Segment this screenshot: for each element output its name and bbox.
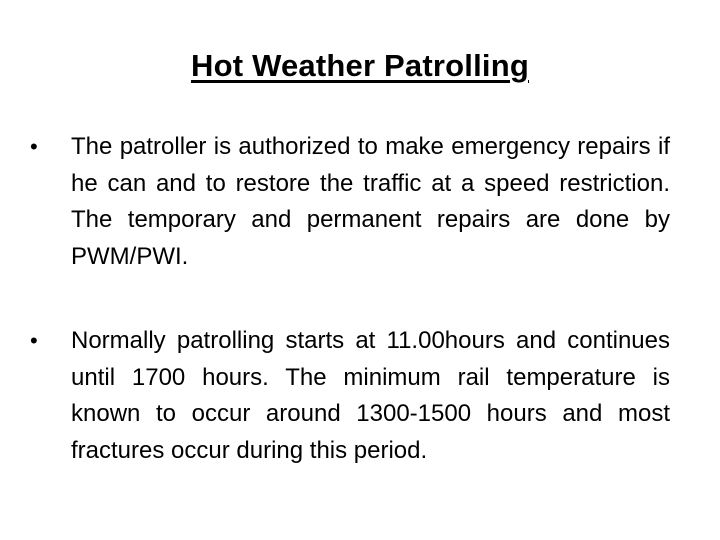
bullet-item	[30, 129, 670, 275]
bullet-marker: •	[30, 134, 38, 159]
bullet-item	[30, 323, 670, 469]
slide-title: Hot Weather Patrolling	[191, 48, 529, 83]
bullet-list	[30, 129, 670, 469]
bullet-marker: •	[30, 328, 38, 353]
bullet-text: The patroller is authorized to make emergency repairs if he can and to restore the traffic at a speed restriction. The temporary and permanent repairs are done by PWM/PWI.	[71, 133, 670, 270]
bullet-text: Normally patrolling starts at 11.00hours and continues until 1700 hours. The minimum rail temperature is known to occur around 1300-1500 hours and most fractures occur during this period.	[71, 327, 670, 464]
